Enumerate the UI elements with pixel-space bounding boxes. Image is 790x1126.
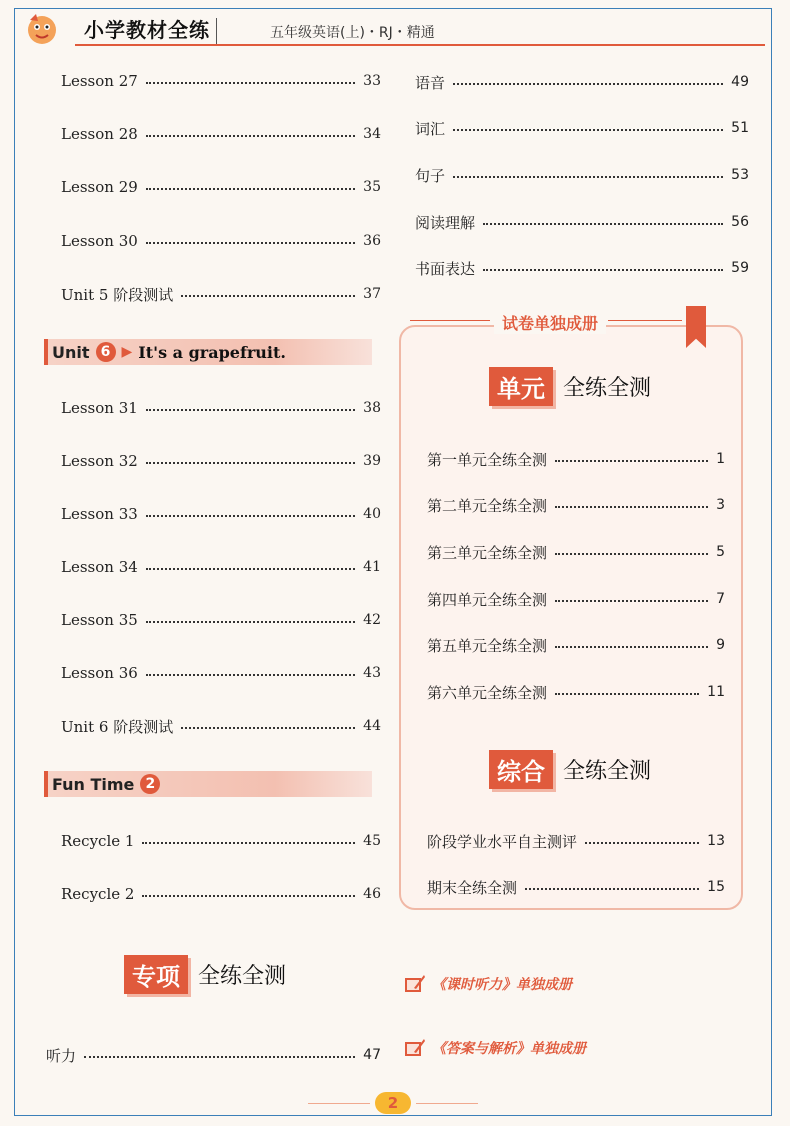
toc-page: 46 xyxy=(363,886,381,902)
toc-label: 第六单元全练全测 xyxy=(427,683,548,702)
toc-page: 53 xyxy=(731,167,749,183)
toc-label: 阶段学业水平自主测评 xyxy=(427,832,578,851)
title-rule-right xyxy=(608,320,682,321)
leader-dots xyxy=(146,82,355,84)
unit-title: It's a grapefruit. xyxy=(138,342,286,362)
toc-page: 44 xyxy=(363,718,381,734)
panel-title: 试卷单独成册 xyxy=(494,311,606,334)
funtime-number-badge: 2 xyxy=(140,774,160,794)
leader-dots xyxy=(555,646,708,648)
leader-dots xyxy=(146,409,355,411)
toc-label: Unit 5 阶段测试 xyxy=(61,285,174,304)
toc-page: 47 xyxy=(363,1047,381,1063)
toc-label: 期末全练全测 xyxy=(427,878,518,897)
toc-row[interactable] xyxy=(61,397,381,419)
toc-label: Recycle 2 xyxy=(61,885,135,903)
toc-page: 51 xyxy=(731,120,749,136)
toc-page: 1 xyxy=(716,451,725,467)
toc-row[interactable] xyxy=(46,1044,381,1066)
toc-label: 句子 xyxy=(415,166,446,185)
header-subtitle: 五年级英语(上)・RJ・精通 xyxy=(270,25,435,41)
leader-dots xyxy=(146,674,355,676)
leader-dots xyxy=(555,460,708,462)
booklet-label: 《课时听力》单独成册 xyxy=(432,977,572,993)
leader-dots xyxy=(146,462,355,464)
toc-label: Lesson 30 xyxy=(61,232,138,250)
toc-row[interactable] xyxy=(61,662,381,684)
leader-dots xyxy=(453,176,723,178)
toc-row[interactable] xyxy=(61,450,381,472)
title-rule-left xyxy=(410,320,490,321)
leader-dots xyxy=(555,693,699,695)
toc-row[interactable] xyxy=(61,503,381,525)
arrow-right-icon: ▶ xyxy=(121,344,133,360)
toc-row[interactable] xyxy=(61,176,381,198)
header-rule xyxy=(75,44,765,46)
toc-row[interactable] xyxy=(61,283,381,305)
toc-row[interactable] xyxy=(427,541,725,563)
book-quill-icon xyxy=(404,1038,426,1058)
toc-page: 33 xyxy=(363,73,381,89)
funtime-title: Fun Time xyxy=(52,774,135,794)
special-section-heading xyxy=(124,955,286,994)
toc-page: 42 xyxy=(363,612,381,628)
toc-row[interactable] xyxy=(61,556,381,578)
section-title: 全练全测 xyxy=(563,759,652,784)
toc-page: 56 xyxy=(731,214,749,230)
toc-row[interactable] xyxy=(427,681,725,703)
page-rule-right xyxy=(416,1103,478,1104)
toc-label: 语音 xyxy=(415,73,446,92)
leader-dots xyxy=(181,295,355,297)
toc-page: 11 xyxy=(707,684,725,700)
unit6-banner xyxy=(44,339,372,365)
leader-dots xyxy=(555,553,708,555)
toc-row[interactable] xyxy=(61,230,381,252)
toc-label: 第四单元全练全测 xyxy=(427,590,548,609)
toc-label: Lesson 36 xyxy=(61,664,138,682)
toc-label: 第三单元全练全测 xyxy=(427,543,548,562)
leader-dots xyxy=(555,506,708,508)
page-number: 2 xyxy=(375,1092,411,1114)
toc-label: Lesson 34 xyxy=(61,558,138,576)
funtime-banner xyxy=(44,771,372,797)
toc-label: 词汇 xyxy=(415,119,446,138)
toc-page: 3 xyxy=(716,497,725,513)
toc-label: Lesson 35 xyxy=(61,611,138,629)
book-quill-icon xyxy=(404,974,426,994)
toc-label: Lesson 32 xyxy=(61,452,138,470)
toc-row[interactable] xyxy=(427,830,725,852)
toc-page: 34 xyxy=(363,126,381,142)
section-tag: 综合 xyxy=(489,750,553,789)
toc-label: 阅读理解 xyxy=(415,213,476,232)
toc-page: 37 xyxy=(363,286,381,302)
leader-dots xyxy=(483,223,723,225)
leader-dots xyxy=(146,621,355,623)
toc-row[interactable] xyxy=(427,494,725,516)
toc-row[interactable] xyxy=(415,71,749,93)
toc-row[interactable] xyxy=(427,876,725,898)
leader-dots xyxy=(555,600,708,602)
toc-row[interactable] xyxy=(415,211,749,233)
toc-page: 40 xyxy=(363,506,381,522)
toc-row[interactable] xyxy=(61,715,381,737)
toc-page: 7 xyxy=(716,591,725,607)
toc-page: 15 xyxy=(707,879,725,895)
toc-page: 35 xyxy=(363,179,381,195)
toc-page: 45 xyxy=(363,833,381,849)
toc-page: 36 xyxy=(363,233,381,249)
toc-page: 39 xyxy=(363,453,381,469)
leader-dots xyxy=(181,727,355,729)
page-rule-left xyxy=(308,1103,370,1104)
test-booklet-panel xyxy=(399,325,743,910)
toc-row[interactable] xyxy=(61,70,381,92)
leader-dots xyxy=(146,135,355,137)
section-tag: 专项 xyxy=(124,955,188,994)
toc-label: Recycle 1 xyxy=(61,832,135,850)
leader-dots xyxy=(585,842,699,844)
toc-label: Lesson 29 xyxy=(61,178,138,196)
toc-label: 第五单元全练全测 xyxy=(427,636,548,655)
toc-label: Lesson 27 xyxy=(61,72,138,90)
toc-page: 49 xyxy=(731,74,749,90)
booklet-label: 《答案与解析》单独成册 xyxy=(432,1041,586,1057)
section-tag: 单元 xyxy=(489,367,553,406)
toc-label: 第二单元全练全测 xyxy=(427,496,548,515)
leader-dots xyxy=(142,842,355,844)
toc-row[interactable] xyxy=(415,164,749,186)
leader-dots xyxy=(525,888,699,890)
section-title: 全练全测 xyxy=(563,376,652,401)
leader-dots xyxy=(146,515,355,517)
leader-dots xyxy=(146,242,355,244)
mascot-logo-icon xyxy=(22,12,62,48)
toc-row[interactable] xyxy=(61,123,381,145)
leader-dots xyxy=(142,895,355,897)
toc-page: 38 xyxy=(363,400,381,416)
section-title: 全练全测 xyxy=(198,964,287,989)
leader-dots xyxy=(146,568,355,570)
toc-row[interactable] xyxy=(61,883,381,905)
toc-page: 13 xyxy=(707,833,725,849)
leader-dots xyxy=(453,129,723,131)
unit-section-heading xyxy=(489,367,651,406)
header-divider xyxy=(216,18,217,44)
leader-dots xyxy=(453,83,723,85)
toc-page: 59 xyxy=(731,260,749,276)
toc-label: 书面表达 xyxy=(415,259,476,278)
header-title: 小学教材全练 xyxy=(84,18,210,42)
toc-label: Lesson 33 xyxy=(61,505,138,523)
toc-page: 9 xyxy=(716,637,725,653)
toc-page: 5 xyxy=(716,544,725,560)
toc-row[interactable] xyxy=(415,257,749,279)
booklet-answers[interactable] xyxy=(404,1038,586,1058)
toc-row[interactable] xyxy=(61,830,381,852)
booklet-listening[interactable] xyxy=(404,974,572,994)
toc-page: 41 xyxy=(363,559,381,575)
toc-row[interactable] xyxy=(415,117,749,139)
toc-label: Unit 6 阶段测试 xyxy=(61,717,174,736)
toc-label: Lesson 28 xyxy=(61,125,138,143)
leader-dots xyxy=(146,188,355,190)
toc-row[interactable] xyxy=(427,634,725,656)
comp-section-heading xyxy=(489,750,651,789)
toc-label: 第一单元全练全测 xyxy=(427,450,548,469)
leader-dots xyxy=(483,269,723,271)
toc-label: 听力 xyxy=(46,1046,77,1065)
unit-prefix: Unit xyxy=(52,342,90,362)
leader-dots xyxy=(84,1056,355,1058)
toc-row[interactable] xyxy=(61,609,381,631)
toc-row[interactable] xyxy=(427,588,725,610)
toc-label: Lesson 31 xyxy=(61,399,138,417)
toc-row[interactable] xyxy=(427,448,725,470)
toc-page: 43 xyxy=(363,665,381,681)
unit-number-badge: 6 xyxy=(96,342,116,362)
